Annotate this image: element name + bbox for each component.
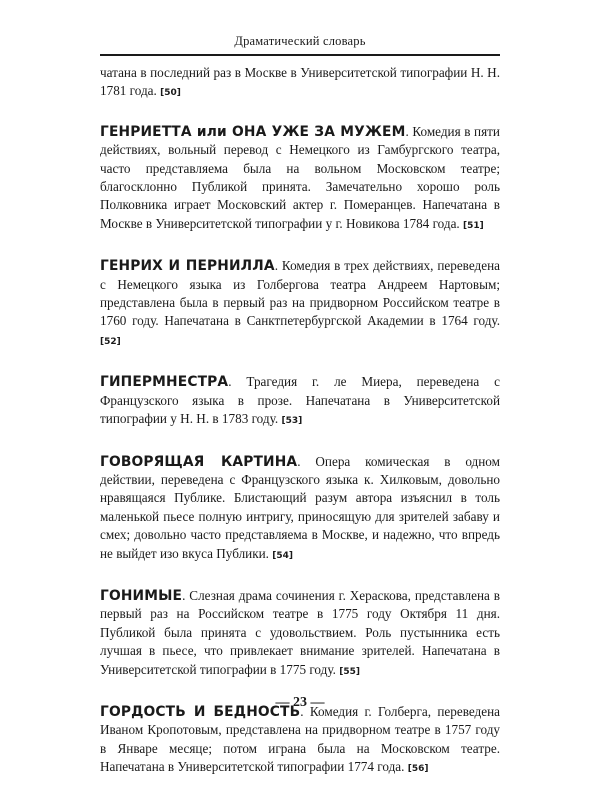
entry-title: ГЕНРИЕТТА или ОНА УЖЕ ЗА МУЖЕМ [100,123,406,140]
entry-text: . Слезная драма сочинения г. Хераскова, представлена в первый раз на Российском театре в 1775 году Октября 11 дня. Публикой была принята с удовольствием. Роль пустынника есть лучшая в пьесе, что привлекает внимание зрителей. Напечатана в Университетской типографии в 1775 году. [100,587,500,677]
entry-title: ГОВОРЯЩАЯ КАРТИНА [100,453,298,470]
entry-text: . Опера комическая в одном действии, переведена с Французского языка к. Хилковым, довольно нравящаяся Публике. Блистающий разум автора изъяснил в толь маленькой пьесе полную интригу, приносящую для зрителей забаву и смех; довольно часто представляема в Москве, и надежно, что впредь не выйдет изо вкуса Публики. [100,453,500,561]
entry-text: . Комедия в трех действиях, переведена с Немецкого языка из Голбергова театра Андреем Нартовым; представлена была в первый раз на придворном Российском театре в 1760 году. Напечатана в Санктпетербургской Академии в 1764 году. [100,258,500,329]
entry-title: ГОНИМЫЕ [100,587,183,604]
entry-title: ГИПЕРМНЕСТРА [100,374,229,391]
entry-title: ГОРДОСТЬ И БЕДНОСТЬ [100,703,301,720]
dictionary-entry [100,587,500,681]
footnote-ref: [50] [160,88,181,99]
dictionary-entry [100,257,500,351]
footnote-ref: [51] [463,220,484,231]
running-head: Драматический словарь [234,34,366,48]
header-rule [100,54,500,56]
entry-text: чатана в последний раз в Москве в Университетской типографии Н. Н. 1781 года. [100,65,500,99]
continuation-paragraph [100,64,500,103]
footnote-ref: [56] [407,764,429,775]
dictionary-entry [100,703,500,779]
footnote-ref: [55] [339,666,360,677]
page-body [100,64,500,801]
dictionary-entry [100,123,500,235]
dictionary-entry [100,453,500,565]
dictionary-entry [100,373,500,430]
entry-text: . Комедия в пяти действиях, вольный перевод с Немецкого из Гамбургского театра, часто представляема была на вольном Московском театре; благосклонно Публикой принята. Замечательно хорошо роль Полковника играет Московский актер г. Померанцев. Напечатана в Москве в Университетской типографии у г. Новикова 1784 года. [100,123,500,231]
entry-text: . Комедия г. Голберга, переведена Иваном Кропотовым, представлена на придворном театре в 1757 году в Январе месяце; потом играна была на Московском театре. Напечатана в Университетской типографии 1774 года. [100,703,500,775]
page-number: — 23 — [275,695,325,710]
footnote-ref: [52] [100,336,121,347]
entry-text: . Трагедия г. ле Миера, переведена с Французского языка в прозе. Напечатана в Университетской типографии у Н. Н. в 1783 году. [100,374,500,427]
footnote-ref: [53] [281,416,303,427]
footnote-ref: [54] [272,550,294,561]
entry-title: ГЕНРИХ И ПЕРНИЛЛА [100,258,275,275]
